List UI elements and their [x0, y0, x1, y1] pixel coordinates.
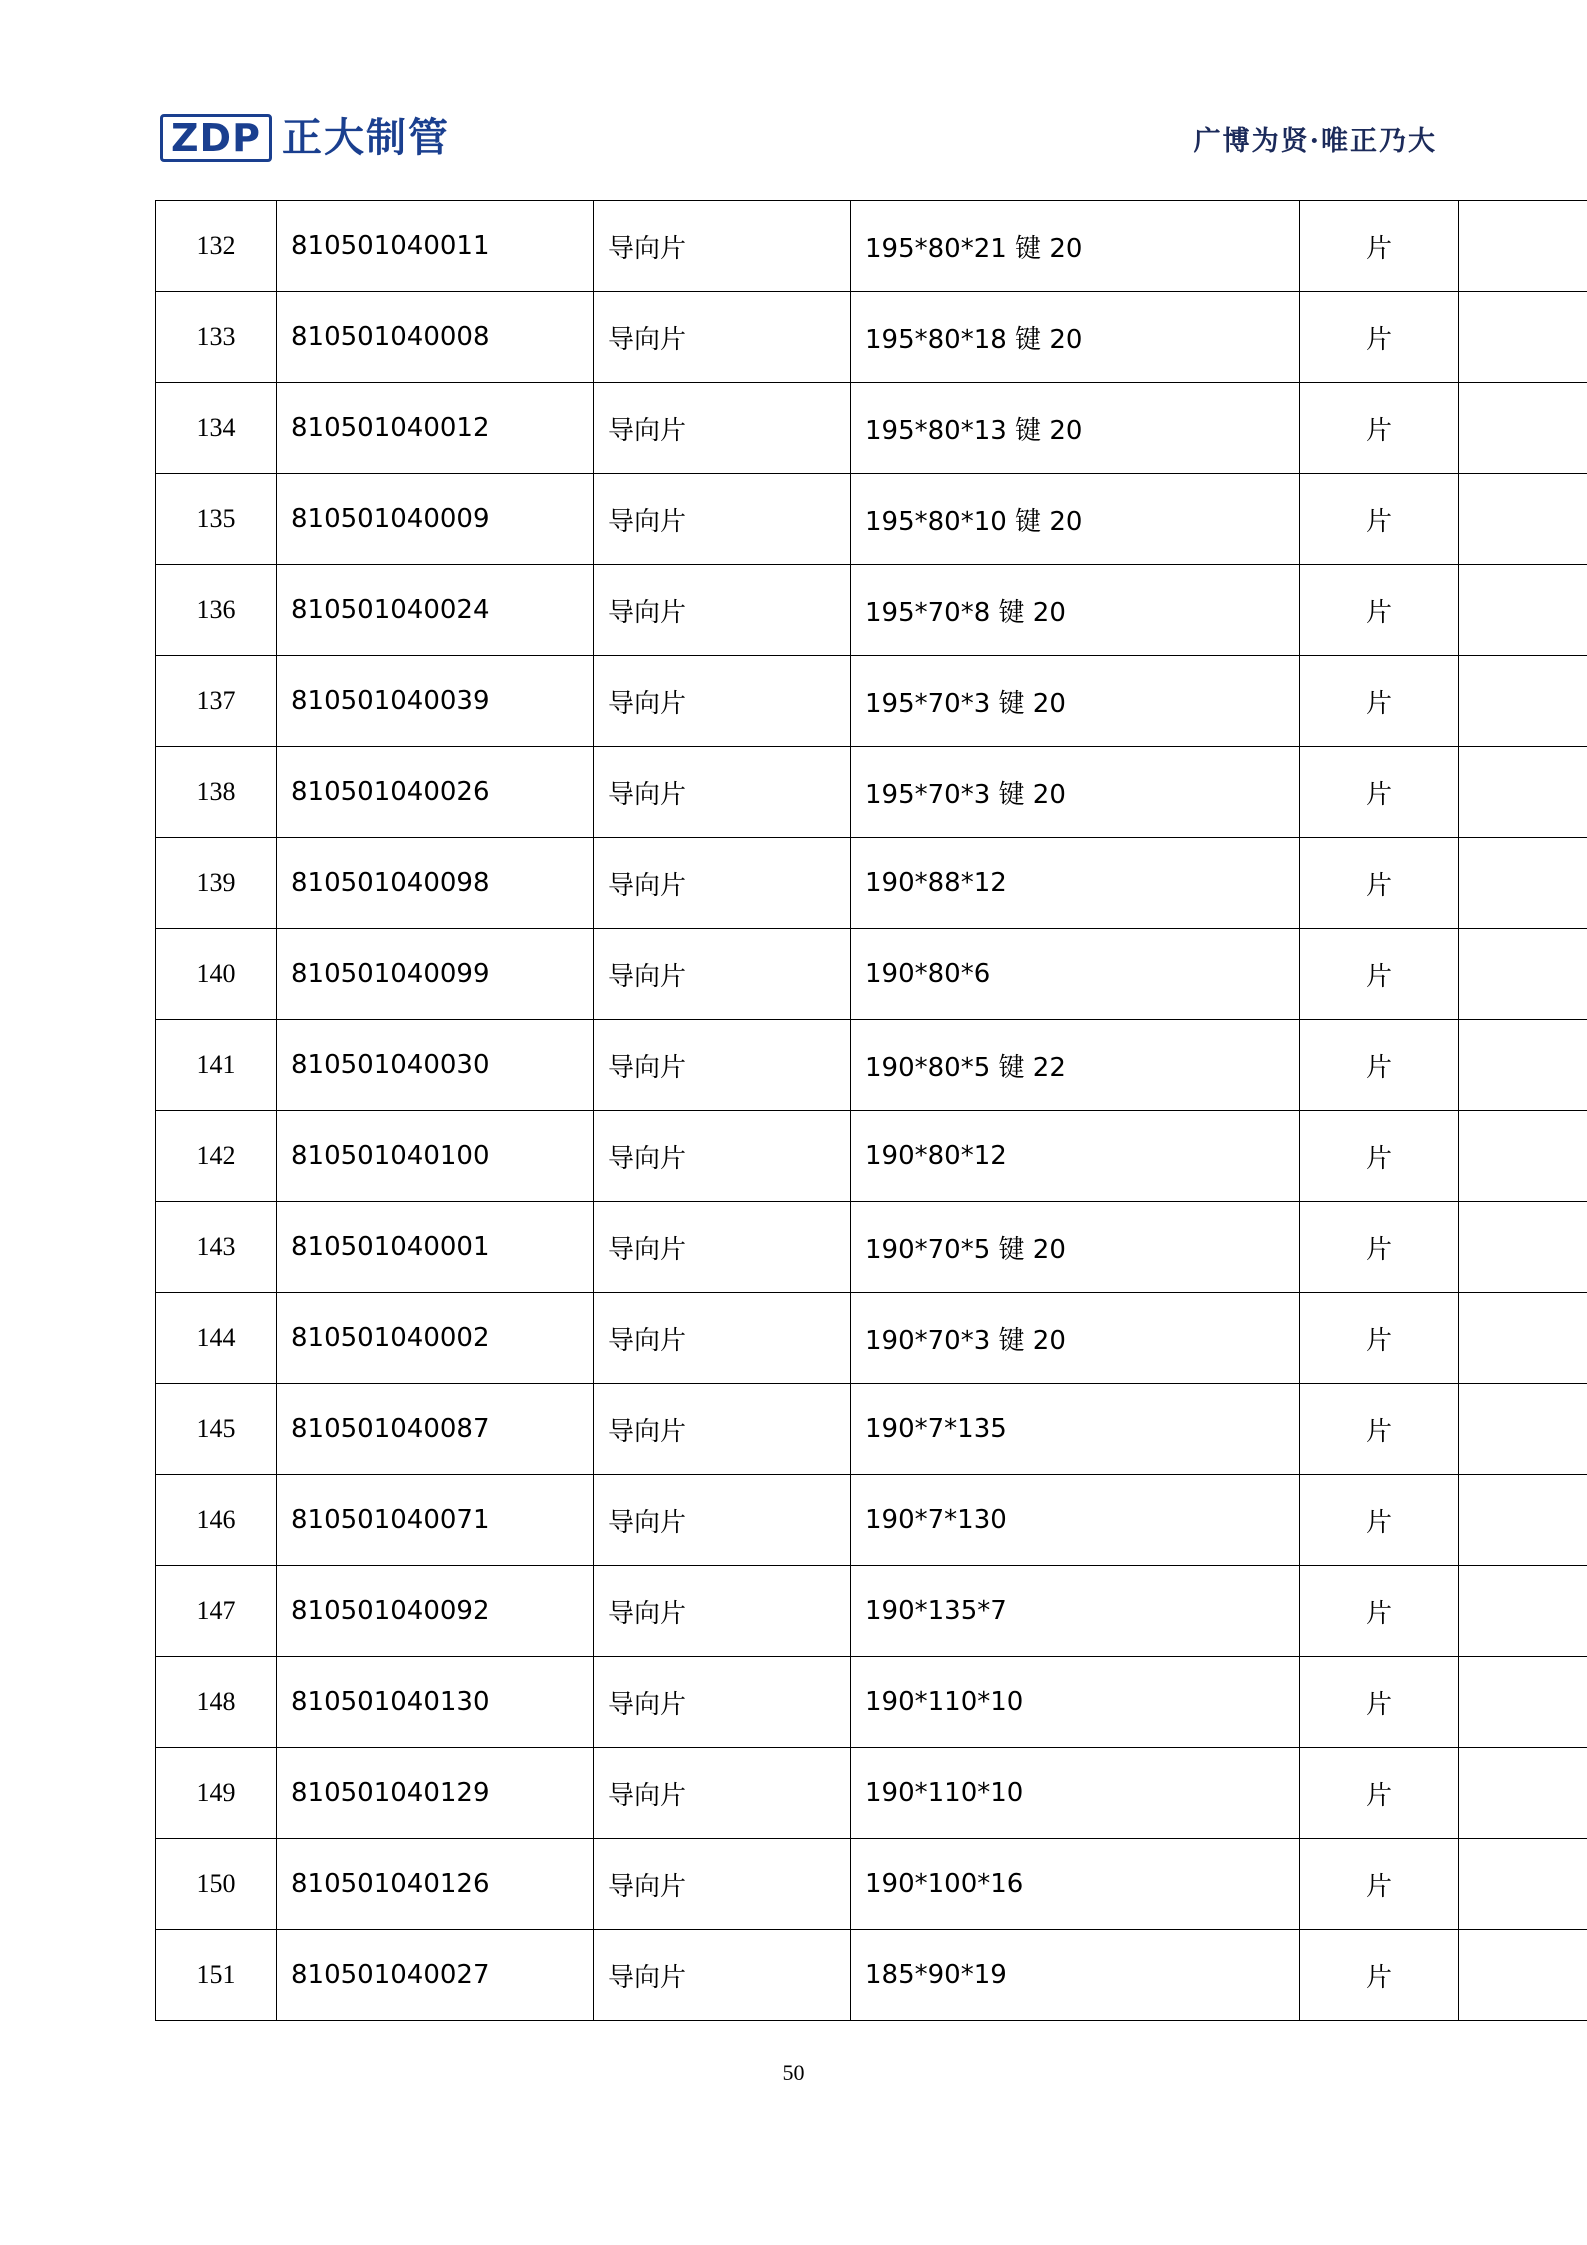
cell-extra — [1459, 1202, 1587, 1293]
cell-spec: 195*80*13 键 20 — [851, 383, 1300, 474]
cell-extra — [1459, 1566, 1587, 1657]
cell-name: 导向片 — [594, 1384, 851, 1475]
cell-index: 149 — [156, 1748, 277, 1839]
cell-code: 810501040012 — [277, 383, 594, 474]
cell-extra — [1459, 1475, 1587, 1566]
cell-index: 143 — [156, 1202, 277, 1293]
cell-code: 810501040126 — [277, 1839, 594, 1930]
cell-spec: 185*90*19 — [851, 1930, 1300, 2021]
cell-extra — [1459, 838, 1587, 929]
cell-code: 810501040098 — [277, 838, 594, 929]
cell-name: 导向片 — [594, 383, 851, 474]
cell-name: 导向片 — [594, 1475, 851, 1566]
cell-name: 导向片 — [594, 1657, 851, 1748]
table-row — [156, 747, 1587, 838]
cell-index: 137 — [156, 656, 277, 747]
cell-unit: 片 — [1300, 201, 1459, 292]
cell-index: 134 — [156, 383, 277, 474]
cell-code: 810501040100 — [277, 1111, 594, 1202]
cell-index: 139 — [156, 838, 277, 929]
cell-unit: 片 — [1300, 1475, 1459, 1566]
table-row — [156, 292, 1587, 383]
cell-extra — [1459, 1384, 1587, 1475]
table-row — [156, 929, 1587, 1020]
cell-unit: 片 — [1300, 474, 1459, 565]
cell-index: 140 — [156, 929, 277, 1020]
cell-name: 导向片 — [594, 1202, 851, 1293]
cell-name: 导向片 — [594, 1111, 851, 1202]
table-row — [156, 1657, 1587, 1748]
cell-unit: 片 — [1300, 1566, 1459, 1657]
cell-unit: 片 — [1300, 1930, 1459, 2021]
cell-extra — [1459, 201, 1587, 292]
cell-unit: 片 — [1300, 292, 1459, 383]
cell-index: 142 — [156, 1111, 277, 1202]
cell-code: 810501040026 — [277, 747, 594, 838]
cell-index: 146 — [156, 1475, 277, 1566]
cell-spec: 190*88*12 — [851, 838, 1300, 929]
cell-extra — [1459, 1839, 1587, 1930]
cell-spec: 190*70*3 键 20 — [851, 1293, 1300, 1384]
cell-index: 135 — [156, 474, 277, 565]
cell-spec: 195*70*8 键 20 — [851, 565, 1300, 656]
cell-name: 导向片 — [594, 656, 851, 747]
table-row — [156, 565, 1587, 656]
cell-spec: 190*80*12 — [851, 1111, 1300, 1202]
cell-index: 148 — [156, 1657, 277, 1748]
cell-index: 150 — [156, 1839, 277, 1930]
cell-spec: 190*100*16 — [851, 1839, 1300, 1930]
logo-mark-text: ZDP — [171, 116, 261, 160]
cell-extra — [1459, 1657, 1587, 1748]
cell-name: 导向片 — [594, 929, 851, 1020]
cell-extra — [1459, 474, 1587, 565]
company-name: 正大制管 — [281, 115, 450, 161]
table-row — [156, 474, 1587, 565]
cell-spec: 190*80*6 — [851, 929, 1300, 1020]
cell-index: 136 — [156, 565, 277, 656]
cell-index: 133 — [156, 292, 277, 383]
cell-code: 810501040027 — [277, 1930, 594, 2021]
table-row — [156, 1293, 1587, 1384]
cell-name: 导向片 — [594, 1930, 851, 2021]
cell-unit: 片 — [1300, 1020, 1459, 1111]
page-header — [160, 108, 1437, 168]
cell-code: 810501040071 — [277, 1475, 594, 1566]
cell-name: 导向片 — [594, 474, 851, 565]
cell-code: 810501040001 — [277, 1202, 594, 1293]
cell-extra — [1459, 1111, 1587, 1202]
cell-code: 810501040011 — [277, 201, 594, 292]
cell-index: 144 — [156, 1293, 277, 1384]
cell-spec: 190*70*5 键 20 — [851, 1202, 1300, 1293]
cell-extra — [1459, 1293, 1587, 1384]
cell-unit: 片 — [1300, 838, 1459, 929]
cell-spec: 190*7*135 — [851, 1384, 1300, 1475]
cell-spec: 190*80*5 键 22 — [851, 1020, 1300, 1111]
table-row — [156, 1748, 1587, 1839]
cell-code: 810501040002 — [277, 1293, 594, 1384]
parts-table — [155, 200, 1587, 2021]
cell-code: 810501040099 — [277, 929, 594, 1020]
cell-extra — [1459, 929, 1587, 1020]
table-row — [156, 1566, 1587, 1657]
cell-spec: 195*70*3 键 20 — [851, 747, 1300, 838]
cell-name: 导向片 — [594, 838, 851, 929]
cell-extra — [1459, 747, 1587, 838]
cell-unit: 片 — [1300, 1384, 1459, 1475]
cell-unit: 片 — [1300, 1748, 1459, 1839]
cell-unit: 片 — [1300, 1111, 1459, 1202]
cell-extra — [1459, 1020, 1587, 1111]
cell-extra — [1459, 1748, 1587, 1839]
page-number: 50 — [782, 2060, 805, 2085]
company-logo — [160, 114, 450, 162]
cell-code: 810501040039 — [277, 656, 594, 747]
cell-code: 810501040030 — [277, 1020, 594, 1111]
cell-name: 导向片 — [594, 1020, 851, 1111]
table-row — [156, 1384, 1587, 1475]
table-row — [156, 201, 1587, 292]
cell-name: 导向片 — [594, 1293, 851, 1384]
cell-code: 810501040092 — [277, 1566, 594, 1657]
cell-name: 导向片 — [594, 201, 851, 292]
cell-name: 导向片 — [594, 747, 851, 838]
cell-code: 810501040130 — [277, 1657, 594, 1748]
cell-name: 导向片 — [594, 292, 851, 383]
cell-code: 810501040008 — [277, 292, 594, 383]
cell-unit: 片 — [1300, 1657, 1459, 1748]
table-row — [156, 1111, 1587, 1202]
cell-unit: 片 — [1300, 656, 1459, 747]
cell-unit: 片 — [1300, 747, 1459, 838]
table-row — [156, 1020, 1587, 1111]
company-slogan: 广博为贤·唯正乃大 — [1193, 125, 1437, 157]
cell-unit: 片 — [1300, 1293, 1459, 1384]
cell-spec: 190*7*130 — [851, 1475, 1300, 1566]
cell-spec: 190*110*10 — [851, 1657, 1300, 1748]
cell-extra — [1459, 292, 1587, 383]
cell-spec: 190*110*10 — [851, 1748, 1300, 1839]
cell-name: 导向片 — [594, 1839, 851, 1930]
cell-unit: 片 — [1300, 565, 1459, 656]
cell-extra — [1459, 565, 1587, 656]
cell-name: 导向片 — [594, 1748, 851, 1839]
cell-code: 810501040129 — [277, 1748, 594, 1839]
table-row — [156, 838, 1587, 929]
cell-extra — [1459, 656, 1587, 747]
cell-spec: 190*135*7 — [851, 1566, 1300, 1657]
table-row — [156, 656, 1587, 747]
cell-spec: 195*80*21 键 20 — [851, 201, 1300, 292]
cell-spec: 195*80*18 键 20 — [851, 292, 1300, 383]
cell-extra — [1459, 383, 1587, 474]
parts-table-body — [156, 201, 1587, 2021]
cell-index: 145 — [156, 1384, 277, 1475]
cell-unit: 片 — [1300, 383, 1459, 474]
cell-extra — [1459, 1930, 1587, 2021]
parts-table-container — [155, 200, 1435, 2021]
zdp-logo-icon — [160, 114, 272, 162]
cell-index: 147 — [156, 1566, 277, 1657]
table-row — [156, 1839, 1587, 1930]
cell-code: 810501040024 — [277, 565, 594, 656]
cell-unit: 片 — [1300, 1202, 1459, 1293]
cell-code: 810501040009 — [277, 474, 594, 565]
table-row — [156, 1202, 1587, 1293]
cell-code: 810501040087 — [277, 1384, 594, 1475]
cell-name: 导向片 — [594, 1566, 851, 1657]
cell-name: 导向片 — [594, 565, 851, 656]
cell-unit: 片 — [1300, 1839, 1459, 1930]
page-footer — [0, 2060, 1587, 2086]
cell-index: 151 — [156, 1930, 277, 2021]
cell-index: 138 — [156, 747, 277, 838]
cell-spec: 195*80*10 键 20 — [851, 474, 1300, 565]
table-row — [156, 1930, 1587, 2021]
table-row — [156, 383, 1587, 474]
cell-index: 141 — [156, 1020, 277, 1111]
cell-unit: 片 — [1300, 929, 1459, 1020]
table-row — [156, 1475, 1587, 1566]
cell-index: 132 — [156, 201, 277, 292]
cell-spec: 195*70*3 键 20 — [851, 656, 1300, 747]
